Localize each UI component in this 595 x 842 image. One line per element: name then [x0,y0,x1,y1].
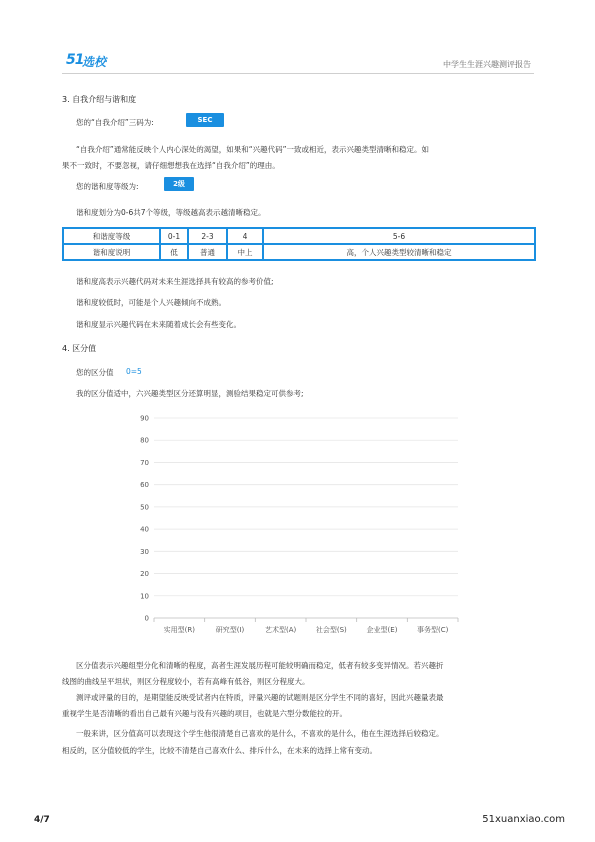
y-tick-label: 20 [140,570,149,579]
level-badge: 2级 [164,177,194,191]
section4-para3-line1: 一般来讲，区分值高可以表现这个学生他很清楚自己喜欢的是什么，不喜欢的是什么，他在生涯选择后较稳定。 [76,729,444,738]
logo-number: 51 [66,52,84,68]
section4-para2-line1: 测评或评量的目的，是期望能反映受试者内在特质，评量兴趣的试题则是区分学生不同的喜好，因此兴趣量表最 [76,693,444,702]
section4-title: 4. 区分值 [62,344,97,353]
y-tick-label: 40 [140,525,149,534]
section4-para1-line1: 区分值表示兴趣组型分化和清晰的程度，高者生涯发展历程可能较明确而稳定，低者有较多变异情况。若兴趣折 [76,661,444,670]
x-tick-label: 艺术型(A) [265,626,297,634]
code-badge: SEC [186,113,224,127]
section3-para1-line2: 果不一致时，不要忽视，请仔细想想我在选择“自我介绍”的理由。 [62,161,280,170]
section4-para2-line2: 重视学生是否清晰的看出自己最有兴趣与没有兴趣的项目，也就是六型分数能拉的开。 [62,709,347,718]
distinction-label: 您的区分值 [76,368,114,377]
x-tick-label: 事务型(C) [416,626,449,634]
table-cell: 低 [160,244,188,260]
logo-text: 选校 [82,55,107,69]
scale-text: 谐和度划分为0-6共7个等级，等级越高表示越清晰稳定。 [76,208,266,217]
x-tick-label: 研究型(I) [215,626,245,634]
y-tick-label: 10 [140,592,149,601]
table-row [63,244,535,260]
x-tick-label: 社会型(S) [315,626,347,634]
x-tick-label: 企业型(E) [366,626,398,634]
note-2: 谐和度较低时，可能是个人兴趣倾向不成熟。 [76,298,226,307]
note-3: 谐和度显示兴趣代码在未来随着成长会有些变化。 [76,320,241,329]
section4-para1-line2: 线图的曲线呈平坦状，则区分程度较小，若有高峰有低谷，则区分程度大。 [62,677,310,686]
header-divider [62,73,534,74]
table-cell: 5-6 [263,228,535,244]
y-tick-label: 50 [140,503,149,512]
table-cell: 谐和度说明 [63,244,160,260]
table-cell: 4 [227,228,263,244]
level-label: 您的谐和度等级为: [76,182,139,191]
y-tick-label: 30 [140,547,149,556]
harmony-table [62,227,536,261]
y-tick-label: 80 [140,436,149,445]
section4-para3-line2: 相反的，区分值较低的学生，比较不清楚自己喜欢什么、排斥什么，在未来的选择上常有变动。 [62,746,377,755]
table-cell: 和谐度等级 [63,228,160,244]
site-url: 51xuanxiao.com [482,814,565,825]
table-cell: 高，个人兴趣类型较清晰和稳定 [263,244,535,260]
table-row [63,228,535,244]
section3-title: 3. 自我介绍与谐和度 [62,95,137,104]
y-tick-label: 90 [140,414,149,423]
table-cell: 2-3 [188,228,227,244]
note-1: 谐和度高表示兴趣代码对未来生涯选择具有较高的参考价值; [76,277,274,286]
y-tick-label: 70 [140,458,149,467]
report-title: 中学生生涯兴趣测评报告 [443,60,531,69]
table-cell: 中上 [227,244,263,260]
y-tick-label: 0 [144,614,149,623]
distinction-value: 0=5 [126,367,142,376]
page-number: 4/7 [34,815,50,825]
section3-para1-line1: “自我介绍”通常能反映个人内心深处的渴望，如果和“兴趣代码”一致或相近，表示兴趣类型清晰和稳定。如 [76,145,430,154]
x-tick-label: 实用型(R) [163,626,195,634]
table-cell: 普通 [188,244,227,260]
code-label: 您的“自我介绍”三码为: [76,118,154,127]
distinction-intro: 我的区分值适中，六兴趣类型区分还算明显，测验结果稳定可供参考; [76,389,304,398]
y-tick-label: 60 [140,481,149,490]
table-cell: 0-1 [160,228,188,244]
logo [66,53,108,68]
interest-line-chart [130,410,462,640]
